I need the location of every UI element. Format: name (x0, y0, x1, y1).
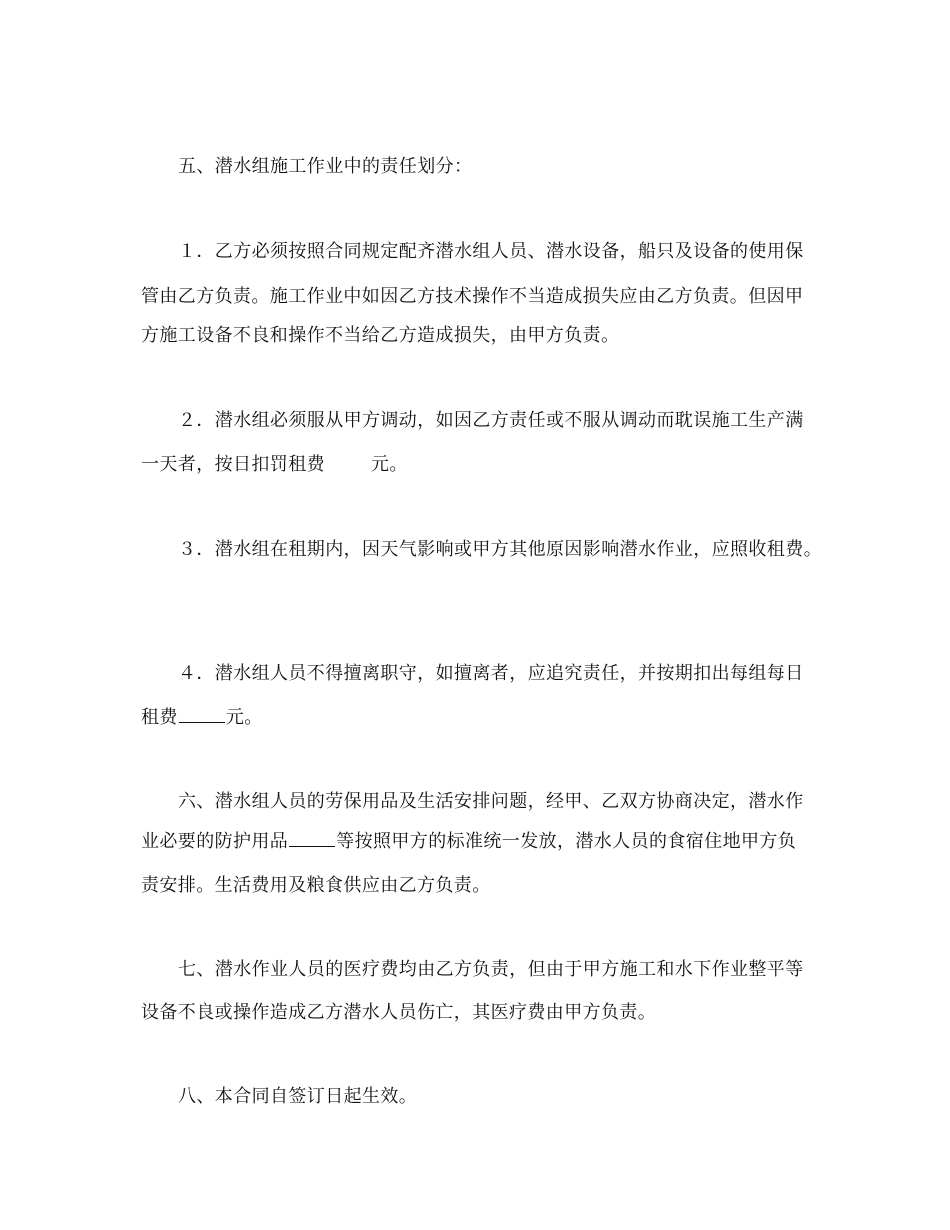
protective-items-blank (289, 830, 335, 847)
item-4-line-2-text: 租费 (141, 707, 178, 728)
section-7-line-1: 七、潜水作业人员的医疗费均由乙方负责，但由于甲方施工和水下作业整平等 (178, 959, 804, 980)
section-6-line-2 (141, 830, 796, 854)
section-5-title: 五、潜水组施工作业中的责任划分： (178, 156, 473, 177)
item-1-line-2: 管由乙方负责。施工作业中如因乙方技术操作不当造成损失应由乙方负责。但因甲 (141, 286, 804, 307)
item-3-line-1: ３．潜水组在租期内，因天气影响或甲方其他原因影响潜水作业，应照收租费。 (178, 539, 822, 560)
item-2-line-1: ２．潜水组必须服从甲方调动，如因乙方责任或不服从调动而耽误施工生产满 (178, 410, 804, 431)
item-2-line-2-unit: 元。 (371, 454, 408, 475)
section-6-line-1: 六、潜水组人员的劳保用品及生活安排问题，经甲、乙双方协商决定，潜水作 (178, 791, 804, 812)
section-7-line-2: 设备不良或操作造成乙方潜水人员伤亡，其医疗费由甲方负责。 (141, 1002, 657, 1023)
section-6-line-2-text-b: 等按照甲方的标准统一发放，潜水人员的食宿住地甲方负 (336, 831, 797, 852)
item-4-line-2 (141, 706, 263, 730)
section-6-line-2-text-a: 业必要的防护用品 (141, 831, 289, 852)
item-1-line-3: 方施工设备不良和操作不当给乙方造成损失，由甲方负责。 (141, 325, 620, 346)
item-2-line-2-text: 一天者，按日扣罚租费 (141, 454, 325, 475)
section-8-line-1: 八、本合同自签订日起生效。 (178, 1086, 418, 1107)
item-4-line-2-unit: 元。 (225, 707, 263, 728)
item-4-line-1: ４．潜水组人员不得擅离职守，如擅离者，应追究责任，并按期扣出每组每日 (178, 663, 804, 684)
item-2-line-2 (141, 453, 408, 477)
amount-blank (179, 706, 225, 723)
section-6-line-3: 责安排。生活费用及粮食供应由乙方负责。 (141, 875, 491, 896)
item-1-line-1: １．乙方必须按照合同规定配齐潜水组人员、潜水设备，船只及设备的使用保 (178, 241, 804, 262)
